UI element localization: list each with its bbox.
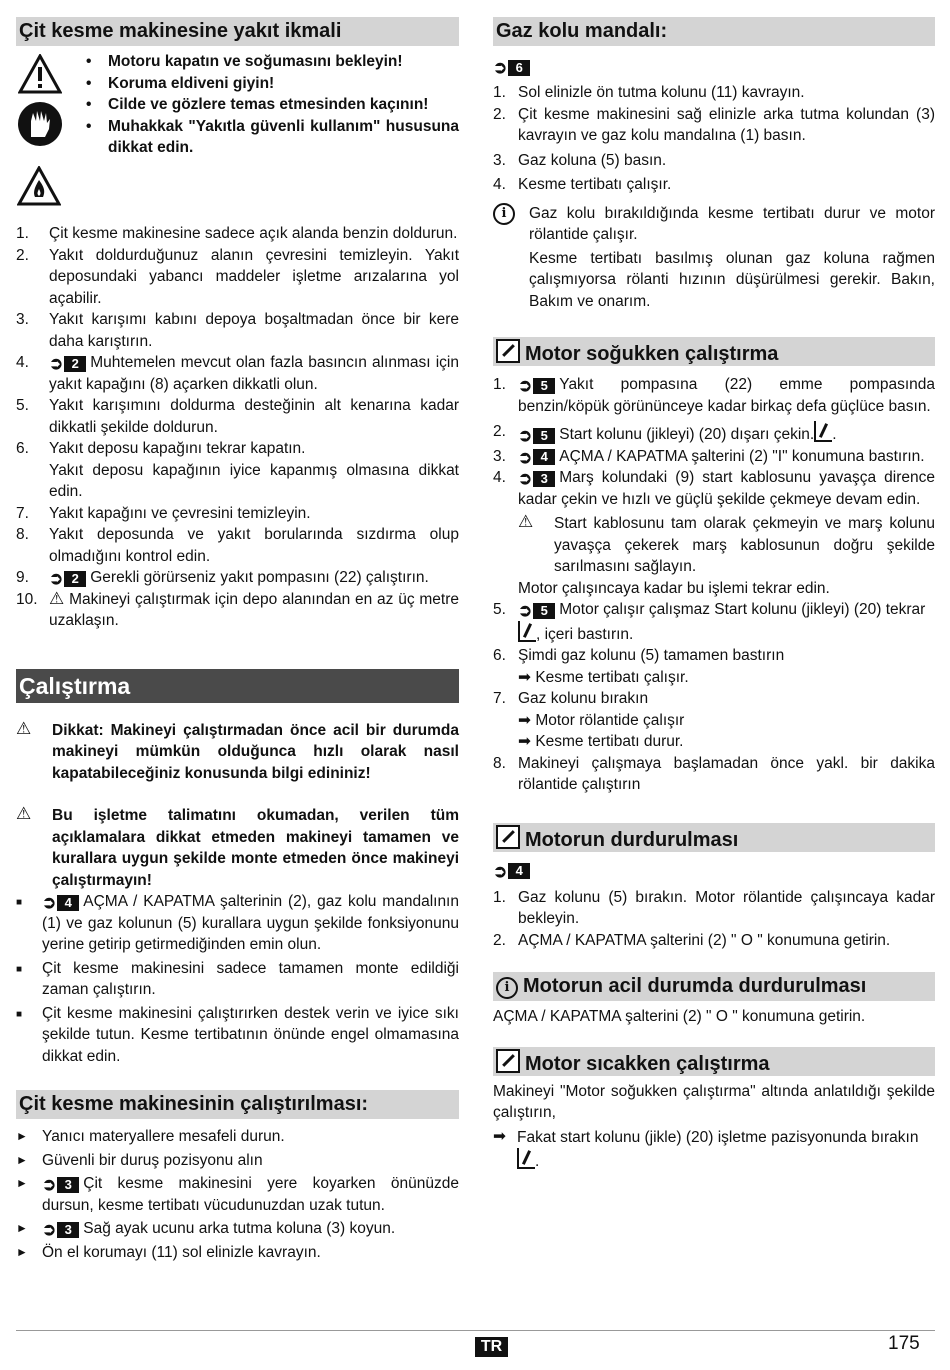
warm-start-note: ➡ Fakat start kolunu (jikle) (20) işletme pazisyonunda bırakın .	[493, 1127, 935, 1173]
choke-in-icon	[518, 621, 536, 642]
left-column	[16, 17, 459, 1263]
warning-icon: ⚠	[518, 512, 534, 531]
list-item: 10. ⚠ Makineyi çalıştırmak için depo alanından en az üç metre uzaklaşın.	[16, 588, 459, 629]
figure-arrow-icon: ➲	[518, 447, 533, 467]
result-arrow-icon: ➡	[493, 1127, 506, 1145]
instruction-icon	[496, 1049, 520, 1073]
figure-arrow-icon: ➲	[518, 469, 533, 488]
page-number: 175	[888, 1333, 920, 1354]
figure-reference: ➲ 5	[518, 603, 555, 619]
warning-icon: ⚠	[16, 718, 32, 738]
operate-section-title: Çit kesme makinesinin çalıştırılması:	[16, 1090, 459, 1119]
stop-section-title: Motorun durdurulması	[493, 823, 935, 852]
warm-start-section-title: Motor sıcakken çalıştırma	[493, 1047, 935, 1076]
instruction-icon	[496, 339, 520, 363]
cold-start-steps-cont	[493, 599, 935, 796]
figure-arrow-icon: ➲	[518, 601, 533, 620]
figure-reference: ➲ 4	[518, 449, 555, 465]
choke-out-icon	[814, 421, 832, 442]
list-item: ► Yanıcı materyallere mesafeli durun.	[16, 1128, 285, 1145]
figure-arrow-icon: ➲	[493, 58, 508, 77]
footer-rule	[16, 1330, 935, 1331]
flammable-icon	[17, 166, 61, 206]
list-item: 6. Yakıt deposu kapağını tekrar kapatın. Yakıt deposu kapağının iyice kapanmış olmasına dikkat edin.	[16, 440, 459, 500]
cold-start-repeat: Motor çalışıncaya kadar bu işlemi tekrar edin.	[518, 579, 830, 597]
list-item: ► Güvenli bir duruş pozisyonu alın	[16, 1151, 263, 1169]
instruction-icon	[496, 825, 520, 849]
right-column	[493, 17, 935, 1173]
figure-reference: ➲ 4	[493, 863, 530, 879]
figure-arrow-icon: ➲	[518, 426, 533, 445]
emergency-stop-text: AÇMA / KAPATMA şalterini (2) " O " konumuna getirin.	[493, 1008, 866, 1025]
start-warning-1: ⚠ Dikkat: Makineyi çalıştırmadan önce acil bir durumda makineyi mümkün olduğunca hızlı olarak nasıl kapatabileceğiniz konusunda bilgi edininiz!	[16, 720, 459, 785]
list-item: ► ➲ 3 Çit kesme makinesini yere koyarken önünüzde dursun, kesme tertibatı vücudunuzdan uzak tutun.	[16, 1175, 459, 1214]
figure-reference: ➲ 4	[42, 895, 79, 911]
figure-reference: ➲ 2	[49, 356, 86, 372]
fuel-section-title: Çit kesme makinesine yakıt ikmali	[16, 17, 459, 46]
list-item: 2. Yakıt doldurduğunuz alanın çevresini temizleyin. Yakıt deposundaki yabancı maddeler işletme arızalarına yol açabilir.	[16, 246, 459, 307]
info-icon: i	[493, 203, 515, 225]
figure-arrow-icon: ➲	[49, 354, 64, 373]
list-item: • Motoru kapatın ve soğumasını bekleyin!	[86, 53, 403, 70]
throttle-info: i Gaz kolu bırakıldığında kesme tertibatı durur ve motor rölantide çalışır. Kesme tertibatı basılmış olunan gaz koluna rağmen çalışmıyorsa rölanti hızının düşürülmesi gerekir. Bakın, Bakım ve onarım.	[493, 203, 935, 313]
figure-reference: ➲ 5	[518, 428, 555, 444]
language-badge: TR	[475, 1337, 508, 1357]
figure-arrow-icon: ➲	[518, 376, 533, 395]
list-item: 1. Sol elinizle ön tutma kolunu (11) kavrayın.	[493, 84, 805, 101]
operate-list	[16, 1126, 459, 1263]
figure-reference: ➲ 2	[49, 571, 86, 587]
list-item: ■ Çit kesme makinesini sadece tamamen monte edildiği zaman çalıştırın.	[16, 959, 459, 998]
result-arrow-icon: ➡	[518, 668, 531, 686]
list-item: ■ ➲ 4 AÇMA / KAPATMA şalterinin (2), gaz kolu mandalının (1) ve gaz kolunun (5) kurallara uygun şekilde fonksiyonunu yerine getirip getirmediğinden emin olun.	[16, 893, 459, 953]
cold-start-section-title: Motor soğukken çalıştırma	[493, 337, 935, 366]
fuel-warnings-list	[86, 51, 459, 159]
list-item: 8. Makineyi çalışmaya başlamadan önce yakl. bir dakika rölantide çalıştırın	[493, 754, 935, 793]
throttle-steps-list	[493, 82, 935, 196]
list-item: 2. Çit kesme makinesini sağ elinizle arka tutma kolundan (3) kavrayın ve gaz kolu mandalına (1) basın.	[493, 105, 935, 144]
choke-in-icon	[517, 1148, 535, 1169]
list-item: • Muhakkak "Yakıtla güvenli kullanım" hususuna dikkat edin.	[86, 117, 459, 156]
list-item: 6. Şimdi gaz kolunu (5) tamamen bastırın ➡ Kesme tertibatı çalışır.	[493, 647, 785, 686]
list-item: 7. Yakıt kapağını ve çevresini temizleyin.	[16, 504, 311, 522]
list-item: 9. ➲ 2 Gerekli görürseniz yakıt pompasını (22) çalıştırın.	[16, 569, 429, 588]
figure-reference: ➲ 6	[493, 60, 530, 76]
figure-reference: ➲ 5	[518, 378, 555, 394]
start-checklist	[16, 891, 459, 1067]
start-section-title: Çalıştırma	[16, 669, 459, 703]
figure-arrow-icon: ➲	[42, 1220, 57, 1239]
cold-start-warning: ⚠ Start kablosunu tam olarak çekmeyin ve marş kolunu yavaşça çekerek marş kablosunun doğru şekilde sarılmasını sağlayın.	[518, 513, 935, 578]
warning-icon: ⚠	[49, 588, 65, 608]
list-item: 5. Yakıt karışımını doldurma desteğinin alt kenarına kadar dikkatli şekilde doldurun.	[16, 397, 459, 436]
figure-reference: ➲ 3	[42, 1222, 79, 1238]
list-item: 4. ➲ 2 Muhtemelen mevcut olan fazla basıncın alınması için yakıt kapağını (8) açarken dikkatli olun.	[16, 354, 459, 393]
list-item: 3. ➲ 4 AÇMA / KAPATMA şalterini (2) "I" konumuna bastırın.	[493, 447, 925, 467]
fuel-steps-list	[16, 223, 459, 632]
stop-figure-ref	[493, 862, 935, 882]
warning-icon: ⚠	[16, 804, 32, 823]
info-icon: i	[496, 977, 518, 999]
list-item: 3. Gaz koluna (5) basın.	[493, 151, 667, 169]
list-item: 2. AÇMA / KAPATMA şalterini (2) " O " konumuna getirin.	[493, 931, 891, 949]
list-item: 3. Yakıt karışımı kabını depoya boşaltmadan önce bir kere daha karıştırın.	[16, 311, 459, 350]
fuel-warning-block	[16, 46, 459, 206]
figure-arrow-icon: ➲	[42, 1175, 57, 1194]
list-item: ► Ön el korumayı (11) sol elinizle kavrayın.	[16, 1243, 321, 1261]
warning-triangle-icon	[18, 54, 62, 94]
list-item: ■ Çit kesme makinesini çalıştırırken destek verin ve iyice sıkı şekilde tutun. Kesme tertibatının önünde engel olmamasına dikkat edin.	[16, 1004, 459, 1065]
throttle-figure-ref	[493, 58, 935, 78]
list-item: 1. ➲ 5 Yakıt pompasına (22) emme pompasında benzin/köpük görününceye kadar birkaç defa güçlüce basın.	[493, 376, 935, 415]
figure-reference: ➲ 3	[42, 1177, 79, 1193]
figure-arrow-icon: ➲	[42, 893, 57, 912]
result-arrow-icon: ➡	[518, 733, 531, 750]
emergency-stop-section-title: i Motorun acil durumda durdurulması	[493, 972, 935, 1001]
throttle-section-title: Gaz kolu mandalı:	[493, 17, 935, 46]
gloves-icon	[17, 101, 63, 147]
figure-reference: ➲ 3	[518, 471, 555, 487]
start-warning-2: ⚠ Bu işletme talimatını okumadan, verilen tüm açıklamalara dikkat etmeden makineyi tamamen ve kurallara uygun şekilde monte etmeden önce makineyi çalıştırmayın!	[16, 805, 459, 891]
list-item: 5. ➲ 5 Motor çalışır çalışmaz Start kolunu (jikleyi) (20) tekrar , içeri bastırın.	[493, 601, 926, 643]
list-item: • Koruma eldiveni giyin!	[86, 74, 275, 92]
list-item: ► ➲ 3 Sağ ayak ucunu arka tutma koluna (3) koyun.	[16, 1220, 396, 1239]
list-item: 1. Gaz kolunu (5) bırakın. Motor rölantide çalışıncaya kadar bekleyin.	[493, 888, 935, 927]
figure-arrow-icon: ➲	[493, 861, 508, 881]
list-item: • Cilde ve gözlere temas etmesinden kaçının!	[86, 96, 429, 113]
list-item: 4. ➲ 3 Marş kolundaki (9) start kablosunu yavaşça dirence kadar çekin ve hızlı ve güçlü şekilde çekmeye devam edin.	[493, 469, 935, 508]
list-item: 4. Kesme tertibatı çalışır.	[493, 176, 672, 193]
list-item: 8. Yakıt deposunda ve yakıt borularında sızdırma olup olmadığını kontrol edin.	[16, 526, 459, 565]
result-arrow-icon: ➡	[518, 711, 531, 729]
cold-start-steps	[493, 374, 935, 510]
list-item: 2. ➲ 5 Start kolunu (jikleyi) (20) dışarı çekin. .	[493, 423, 837, 445]
figure-arrow-icon: ➲	[49, 569, 64, 588]
warm-start-text: Makineyi "Motor soğukken çalıştırma" altında anlatıldığı şekilde çalıştırın,	[493, 1082, 935, 1121]
list-item: 1. Çit kesme makinesine sadece açık alanda benzin doldurun.	[16, 225, 458, 242]
stop-steps-list	[493, 887, 935, 952]
list-item: 7. Gaz kolunu bırakın ➡ Motor rölantide çalışır ➡ Kesme tertibatı durur.	[493, 690, 685, 750]
